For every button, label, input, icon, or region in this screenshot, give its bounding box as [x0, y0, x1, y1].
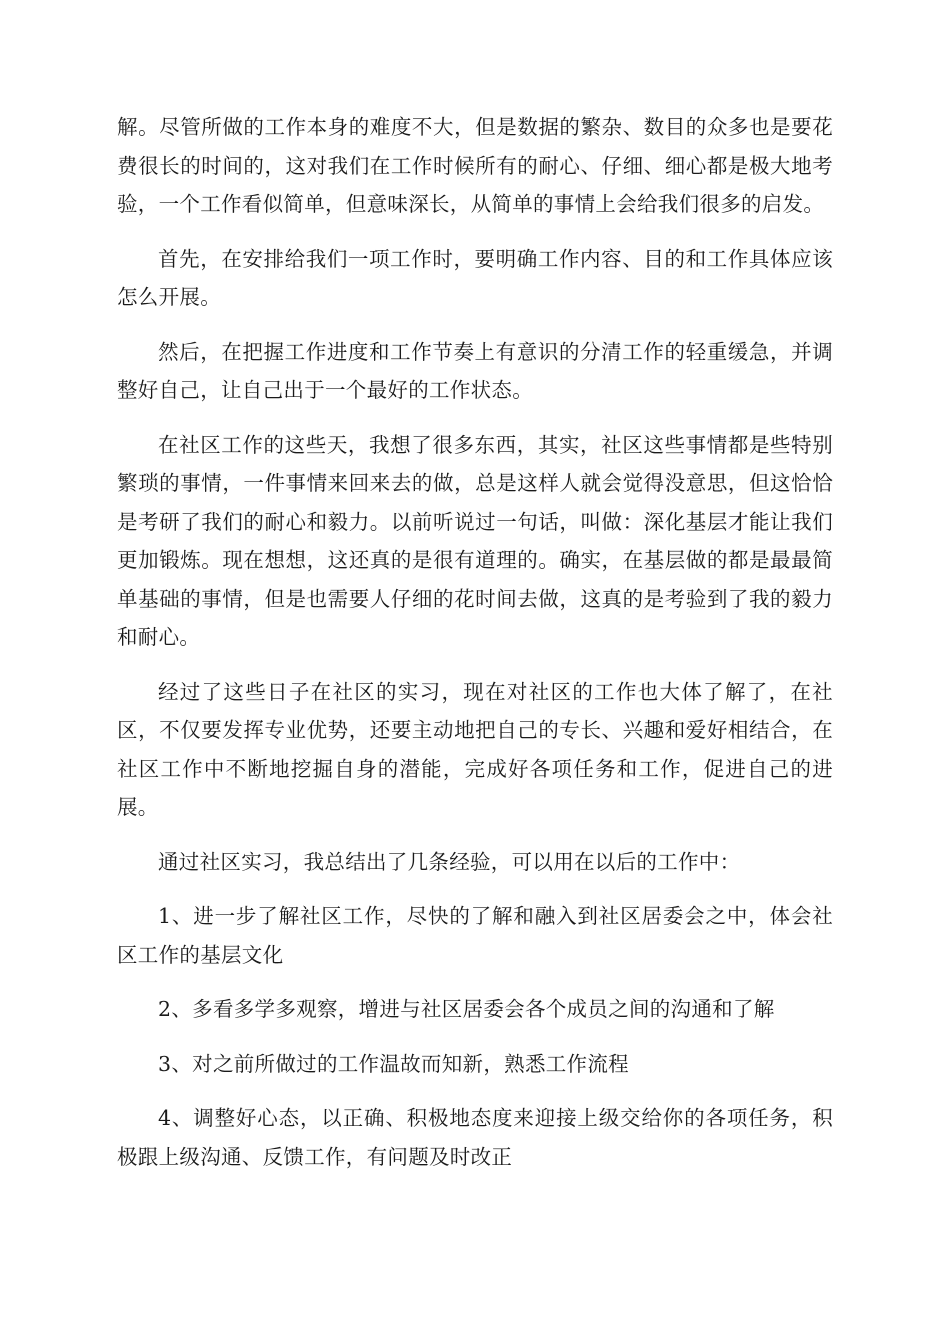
paragraph-reflection: 在社区工作的这些天，我想了很多东西，其实，社区这些事情都是些特别繁琐的事情，一件事情来回来去的做，总是这样人就会觉得没意思，但这恰恰是考研了我们的耐心和毅力。以前听说过一句话，叫做：深化基层才能让我们更加锻炼。现在想想，这还真的是很有道理的。确实，在基层做的都是最最简单基础的事情，但是也需要人仔细的花时间去做，这真的是考验到了我的毅力和耐心。 [117, 432, 833, 649]
list-item-4: 4、调整好心态，以正确、积极地态度来迎接上级交给你的各项任务，积极跟上级沟通、反馈工作，有问题及时改正 [117, 1106, 833, 1169]
paragraph-internship-summary: 经过了这些日子在社区的实习，现在对社区的工作也大体了解了，在社区，不仅要发挥专业优势，还要主动地把自己的专长、兴趣和爱好相结合，在社区工作中不断地挖掘自身的潜能，完成好各项任务和工作，促进自己的进展。 [117, 679, 833, 819]
list-item-3: 3、对之前所做过的工作温故而知新，熟悉工作流程 [158, 1051, 629, 1076]
list-item-1: 1、进一步了解社区工作，尽快的了解和融入到社区居委会之中，体会社区工作的基层文化 [117, 904, 833, 967]
list-item-2: 2、多看多学多观察，增进与社区居委会各个成员之间的沟通和了解 [158, 997, 775, 1021]
paragraph-experience-intro: 通过社区实习，我总结出了几条经验，可以用在以后的工作中： [158, 849, 741, 874]
paragraph-continued: 解。尽管所做的工作本身的难度不大，但是数据的繁杂、数目的众多也是要花费很长的时间的，这对我们在工作时候所有的耐心、仔细、细心都是极大地考验，一个工作看似简单，但意味深长，从简单的事情上会给我们很多的启发。 [117, 115, 833, 216]
document-body [117, 108, 833, 1192]
paragraph-first-step: 首先，在安排给我们一项工作时，要明确工作内容、目的和工作具体应该怎么开展。 [117, 246, 833, 309]
paragraph-then: 然后，在把握工作进度和工作节奏上有意识的分清工作的轻重缓急，并调整好自己，让自己出于一个最好的工作状态。 [117, 339, 833, 402]
